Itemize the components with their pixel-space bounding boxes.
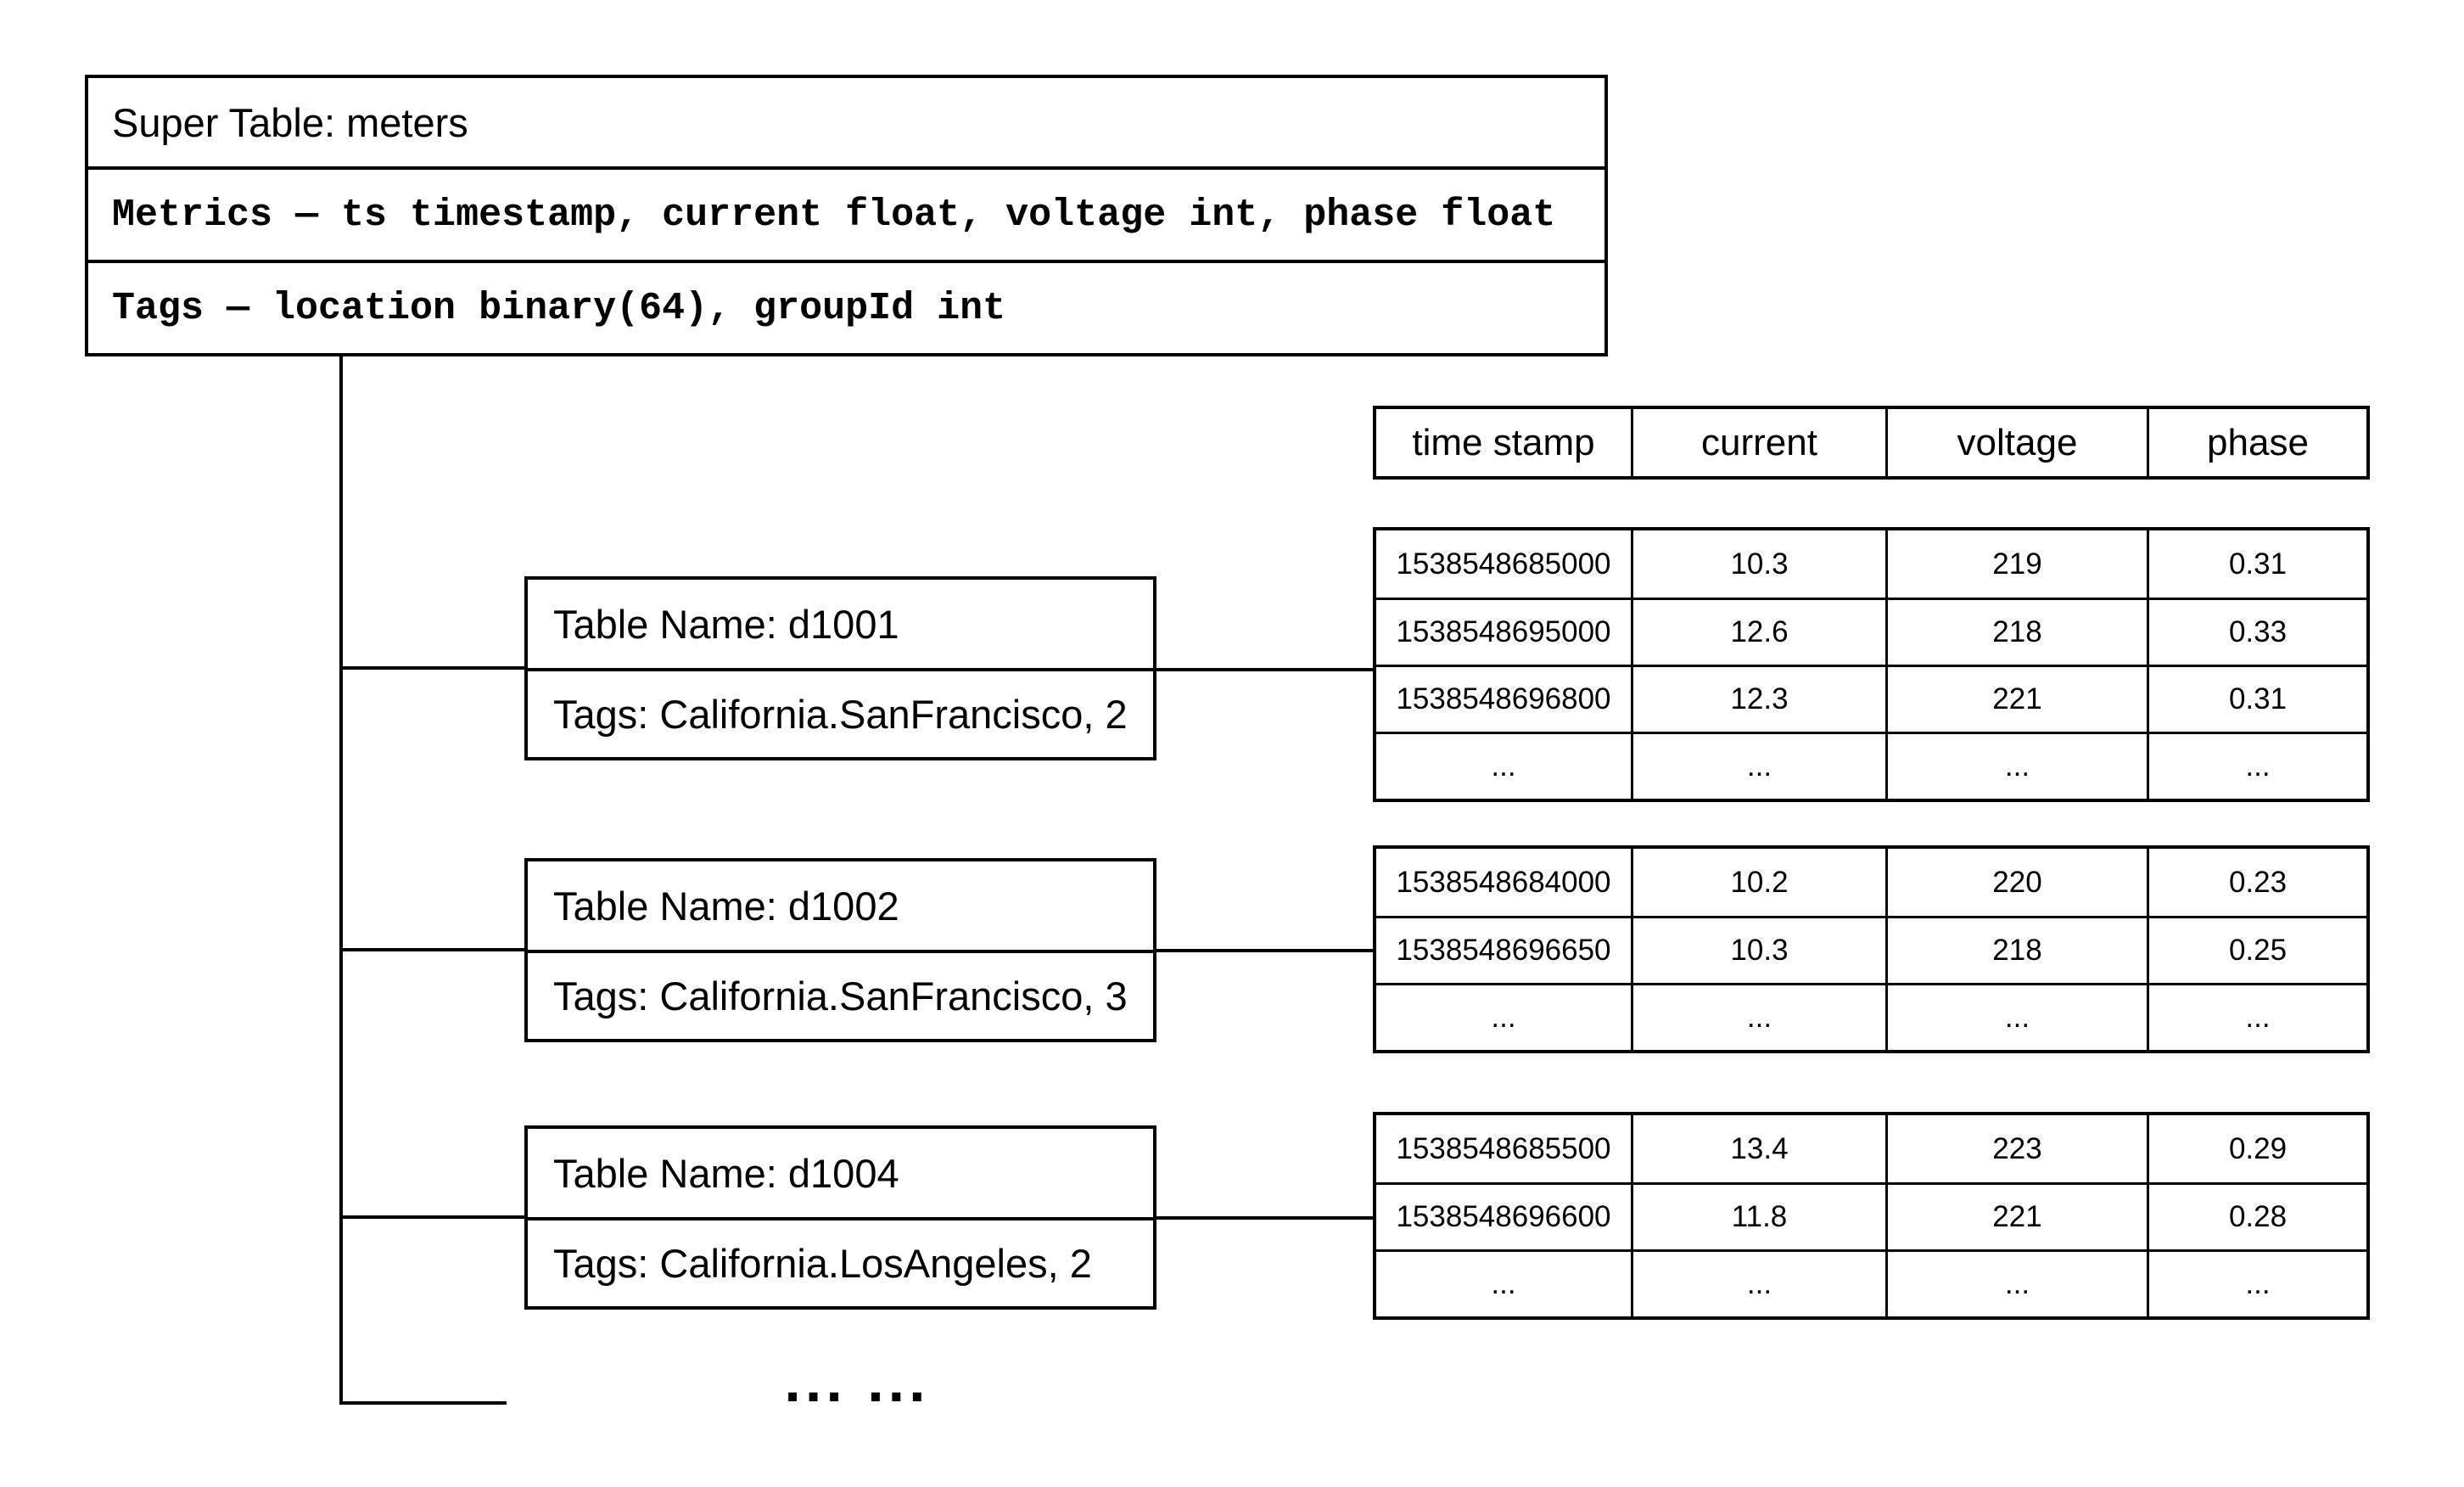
table-box-d1001: [524, 576, 1156, 760]
cell: 0.31: [2147, 530, 2366, 598]
cell: ...: [2147, 983, 2366, 1050]
data-table-d1001: [1373, 527, 2370, 802]
cell: 0.31: [2147, 665, 2366, 732]
table-tags-label: Tags: California.LosAngeles, 2: [528, 1217, 1153, 1306]
super-table-title: Super Table: meters: [112, 99, 468, 145]
cell: ...: [1885, 1249, 2147, 1316]
cell: 0.28: [2147, 1182, 2366, 1249]
cell: 221: [1885, 665, 2147, 732]
cell: 1538548695000: [1376, 598, 1631, 665]
cell: 1538548696600: [1376, 1182, 1631, 1249]
super-table-box: [85, 75, 1608, 356]
table-name-label: Table Name: d1004: [553, 1150, 899, 1196]
more-tables-ellipsis: ... ...: [784, 1348, 930, 1414]
connector-branch-d1002: [339, 948, 524, 951]
cell: 223: [1885, 1115, 2147, 1182]
table-name-label: Table Name: d1001: [553, 601, 899, 647]
cell: 1538548685500: [1396, 1131, 1611, 1165]
cell: 0.25: [2147, 916, 2366, 983]
cell: ...: [1376, 983, 1631, 1050]
cell: ...: [1885, 983, 2147, 1050]
cell: 218: [1885, 916, 2147, 983]
cell: 10.3: [1631, 916, 1885, 983]
cell: 0.33: [2147, 598, 2366, 665]
column-header-current: current: [1631, 409, 1885, 476]
cell: 220: [1885, 849, 2147, 916]
data-table-d1002: [1373, 845, 2370, 1053]
cell: 218: [1885, 598, 2147, 665]
cell: ...: [1885, 732, 2147, 799]
cell: 10.2: [1631, 849, 1885, 916]
super-table-tags: Tags — location binary(64), groupId int: [88, 260, 1604, 353]
connector-trunk: [339, 356, 343, 1405]
cell: ...: [1376, 732, 1631, 799]
cell: ...: [1376, 1249, 1631, 1316]
cell: 0.23: [2147, 849, 2366, 916]
data-column-header: [1373, 406, 2370, 480]
cell: ...: [1631, 983, 1885, 1050]
cell: ...: [2147, 1249, 2366, 1316]
cell: 1538548685000: [1396, 547, 1611, 581]
connector-branch-more: [339, 1401, 507, 1405]
connector-d1001-to-data: [1156, 668, 1373, 671]
cell: 12.3: [1631, 665, 1885, 732]
column-header-timestamp: time stamp: [1412, 421, 1595, 463]
cell: ...: [2147, 732, 2366, 799]
connector-d1002-to-data: [1156, 949, 1373, 952]
table-name-label: Table Name: d1002: [553, 883, 899, 929]
cell: ...: [1631, 732, 1885, 799]
super-table-metrics: Metrics — ts timestamp, current float, voltage int, phase float: [88, 166, 1604, 260]
cell: 0.29: [2147, 1115, 2366, 1182]
connector-branch-d1004: [339, 1215, 524, 1219]
cell: 1538548684000: [1396, 865, 1611, 899]
cell: 10.3: [1631, 530, 1885, 598]
table-tags-label: Tags: California.SanFrancisco, 3: [528, 950, 1153, 1039]
cell: 219: [1885, 530, 2147, 598]
table-box-d1002: [524, 858, 1156, 1042]
cell: ...: [1631, 1249, 1885, 1316]
cell: 1538548696650: [1376, 916, 1631, 983]
cell: 1538548696800: [1376, 665, 1631, 732]
column-header-voltage: voltage: [1885, 409, 2147, 476]
table-tags-label: Tags: California.SanFrancisco, 2: [528, 668, 1153, 757]
cell: 221: [1885, 1182, 2147, 1249]
connector-d1004-to-data: [1156, 1216, 1373, 1220]
cell: 13.4: [1631, 1115, 1885, 1182]
table-box-d1004: [524, 1125, 1156, 1310]
column-header-phase: phase: [2147, 409, 2366, 476]
data-table-d1004: [1373, 1112, 2370, 1320]
cell: 11.8: [1631, 1182, 1885, 1249]
cell: 12.6: [1631, 598, 1885, 665]
connector-branch-d1001: [339, 666, 524, 670]
